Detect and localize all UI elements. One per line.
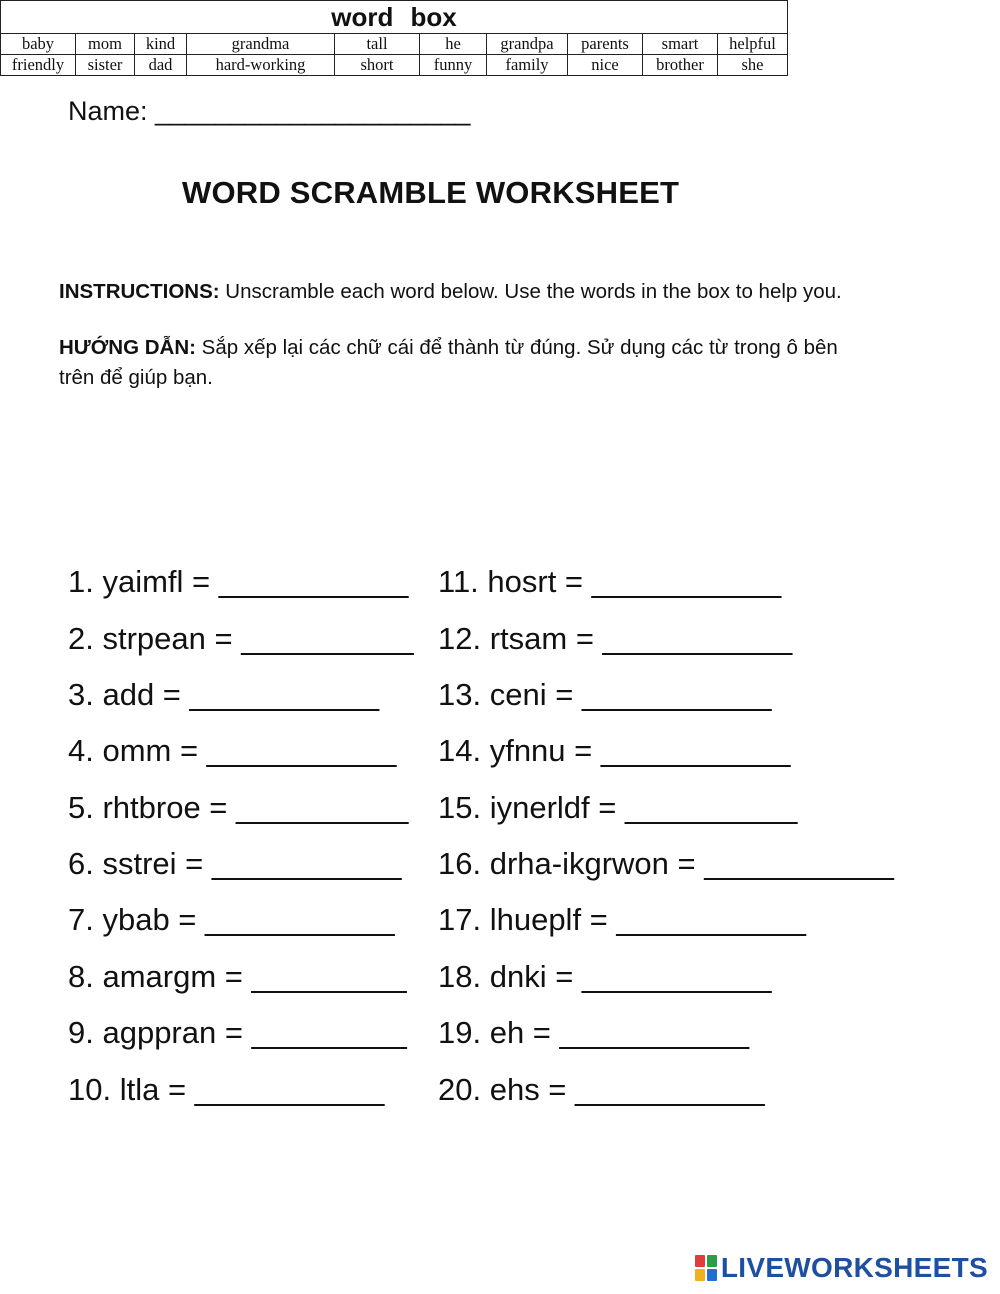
question-item[interactable]: 9. agppran = _________ bbox=[68, 1015, 407, 1050]
logo-square bbox=[707, 1269, 717, 1281]
question-item[interactable]: 5. rhtbroe = __________ bbox=[68, 790, 409, 825]
word-box-cell: dad bbox=[135, 55, 187, 76]
word-box bbox=[0, 0, 788, 76]
word-box-row bbox=[1, 34, 788, 55]
question-item[interactable]: 4. omm = ___________ bbox=[68, 733, 397, 768]
question-item[interactable]: 10. ltla = ___________ bbox=[68, 1072, 385, 1107]
question-item[interactable]: 6. sstrei = ___________ bbox=[68, 846, 402, 881]
question-item[interactable]: 16. drha-ikgrwon = ___________ bbox=[438, 846, 894, 881]
word-box-cell: friendly bbox=[1, 55, 76, 76]
word-box-title: word box bbox=[1, 1, 788, 34]
logo-square bbox=[707, 1255, 717, 1267]
word-box-cell: nice bbox=[568, 55, 643, 76]
liveworksheets-logo-text: LIVEWORKSHEETS bbox=[720, 1252, 988, 1283]
worksheet-title: WORD SCRAMBLE WORKSHEET bbox=[182, 175, 680, 210]
logo-square bbox=[695, 1255, 705, 1267]
word-box-cell: baby bbox=[1, 34, 76, 55]
word-box-cell: short bbox=[335, 55, 420, 76]
word-box-cell: smart bbox=[643, 34, 718, 55]
question-item[interactable]: 3. add = ___________ bbox=[68, 677, 380, 712]
liveworksheets-logo[interactable] bbox=[695, 1252, 988, 1284]
question-item[interactable]: 11. hosrt = ___________ bbox=[438, 564, 782, 599]
question-item[interactable]: 15. iynerldf = __________ bbox=[438, 790, 798, 825]
question-item[interactable]: 20. ehs = ___________ bbox=[438, 1072, 765, 1107]
word-box-row bbox=[1, 55, 788, 76]
question-item[interactable]: 19. eh = ___________ bbox=[438, 1015, 750, 1050]
word-box-cell: funny bbox=[420, 55, 487, 76]
instructions-vietnamese bbox=[59, 333, 838, 393]
word-box-cell: brother bbox=[643, 55, 718, 76]
instructions-english-label: INSTRUCTIONS: bbox=[59, 280, 220, 303]
word-box-cell: kind bbox=[135, 34, 187, 55]
liveworksheets-logo-icon bbox=[695, 1255, 717, 1281]
instructions-vietnamese-label: HƯỚNG DẪN: bbox=[59, 336, 196, 359]
word-box-cell: she bbox=[718, 55, 788, 76]
question-item[interactable]: 13. ceni = ___________ bbox=[438, 677, 772, 712]
question-item[interactable]: 18. dnki = ___________ bbox=[438, 959, 772, 994]
question-item[interactable]: 14. yfnnu = ___________ bbox=[438, 733, 791, 768]
instructions-english bbox=[59, 277, 842, 307]
word-box-cell: grandpa bbox=[487, 34, 568, 55]
instructions-english-text: Unscramble each word below. Use the words in the box to help you. bbox=[219, 280, 842, 303]
word-box-cell: grandma bbox=[187, 34, 335, 55]
word-box-cell: family bbox=[487, 55, 568, 76]
name-field-label: Name: _____________________ bbox=[68, 96, 471, 126]
logo-square bbox=[695, 1269, 705, 1281]
word-box-cell: parents bbox=[568, 34, 643, 55]
question-item[interactable]: 12. rtsam = ___________ bbox=[438, 621, 793, 656]
word-box-cell: hard-working bbox=[187, 55, 335, 76]
question-item[interactable]: 1. yaimfl = ___________ bbox=[68, 564, 409, 599]
instructions-vietnamese-text-line1: Sắp xếp lại các chữ cái để thành từ đúng. Sử dụng các từ trong ô bên bbox=[195, 336, 838, 359]
question-item[interactable]: 17. lhueplf = ___________ bbox=[438, 902, 807, 937]
word-box-cell: mom bbox=[76, 34, 135, 55]
word-box-cell: sister bbox=[76, 55, 135, 76]
word-box-cell: he bbox=[420, 34, 487, 55]
question-item[interactable]: 7. ybab = ___________ bbox=[68, 902, 395, 937]
word-box-cell: helpful bbox=[718, 34, 788, 55]
question-item[interactable]: 8. amargm = _________ bbox=[68, 959, 407, 994]
word-box-cell: tall bbox=[335, 34, 420, 55]
question-item[interactable]: 2. strpean = __________ bbox=[68, 621, 414, 656]
instructions-vietnamese-text-line2: trên để giúp bạn. bbox=[59, 366, 213, 389]
